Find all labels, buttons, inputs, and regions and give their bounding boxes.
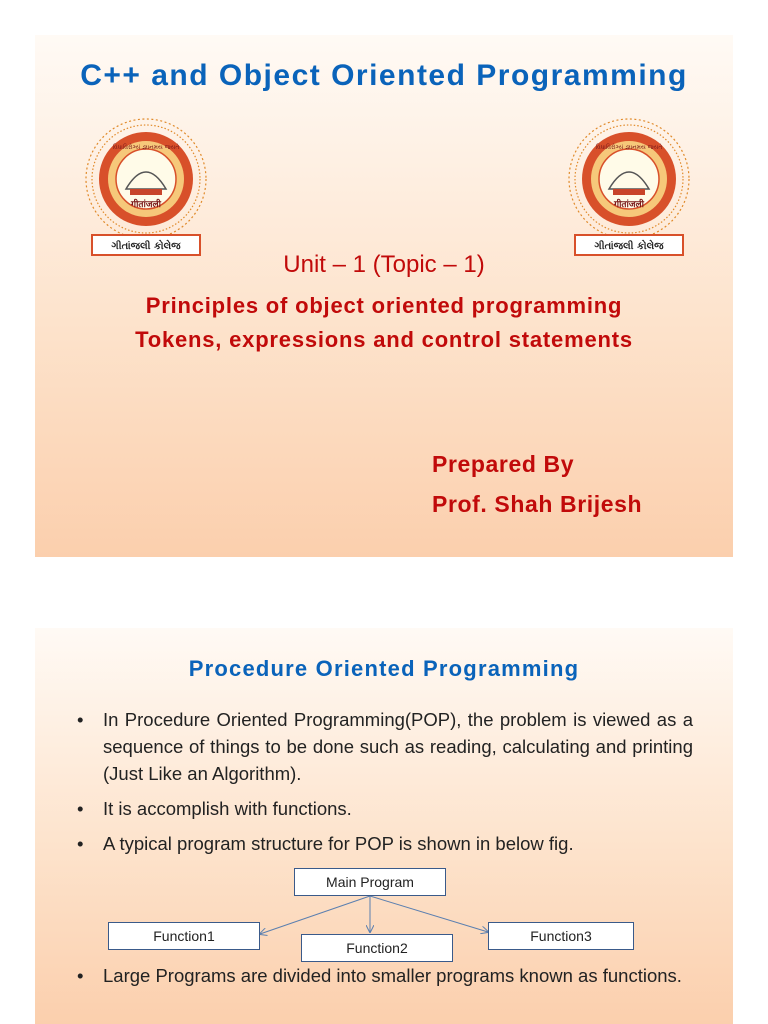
bullet-list — [75, 706, 693, 865]
bullet-item: • It is accomplish with functions. — [75, 795, 693, 822]
college-logo-right — [561, 117, 697, 257]
logo-banner: ગીતાંજલી કોલેજ — [111, 241, 181, 252]
arrow-to-function3 — [370, 896, 488, 932]
topic-line-2: Tokens, expressions and control statements — [135, 327, 633, 352]
main-program-box: Main Program — [294, 868, 446, 896]
course-title: C++ and Object Oriented Programming — [80, 59, 688, 92]
logo-name: गीतांजली — [131, 200, 161, 210]
function2-box: Function2 — [301, 934, 453, 962]
bullet-item: • Large Programs are divided into smaller programs known as functions. — [75, 962, 693, 989]
prepared-by-label: Prepared By — [432, 451, 575, 477]
unit-label: Unit – 1 (Topic – 1) — [283, 251, 485, 278]
bullet-list-bottom — [75, 962, 693, 997]
bullet-item: • A typical program structure for POP is shown in below fig. — [75, 830, 693, 857]
arrow-to-function1 — [260, 896, 370, 934]
bullet-item: • In Procedure Oriented Programming(POP), the problem is viewed as a sequence of things to be done such as reading, calculating and printing (Just Like an Algorithm). — [75, 706, 693, 787]
college-logo-left — [78, 117, 214, 257]
logo-name: गीतांजली — [614, 200, 644, 210]
author-name: Prof. Shah Brijesh — [432, 491, 643, 517]
logo-motto: વિધાવિરોગ્યં જ્ઞાનમય જયતે — [595, 144, 663, 151]
content-slide — [35, 628, 733, 1024]
slide-title: Procedure Oriented Programming — [188, 656, 580, 681]
logo-banner: ગીતાંજલી કોલેજ — [594, 241, 664, 252]
function3-box: Function3 — [488, 922, 634, 950]
logo-motto: વિધાવિરોગ્યં જ્ઞાનમય જયતે — [112, 144, 180, 151]
topic-line-1: Principles of object oriented programming — [145, 293, 623, 318]
title-slide — [35, 35, 733, 557]
function1-box: Function1 — [108, 922, 260, 950]
